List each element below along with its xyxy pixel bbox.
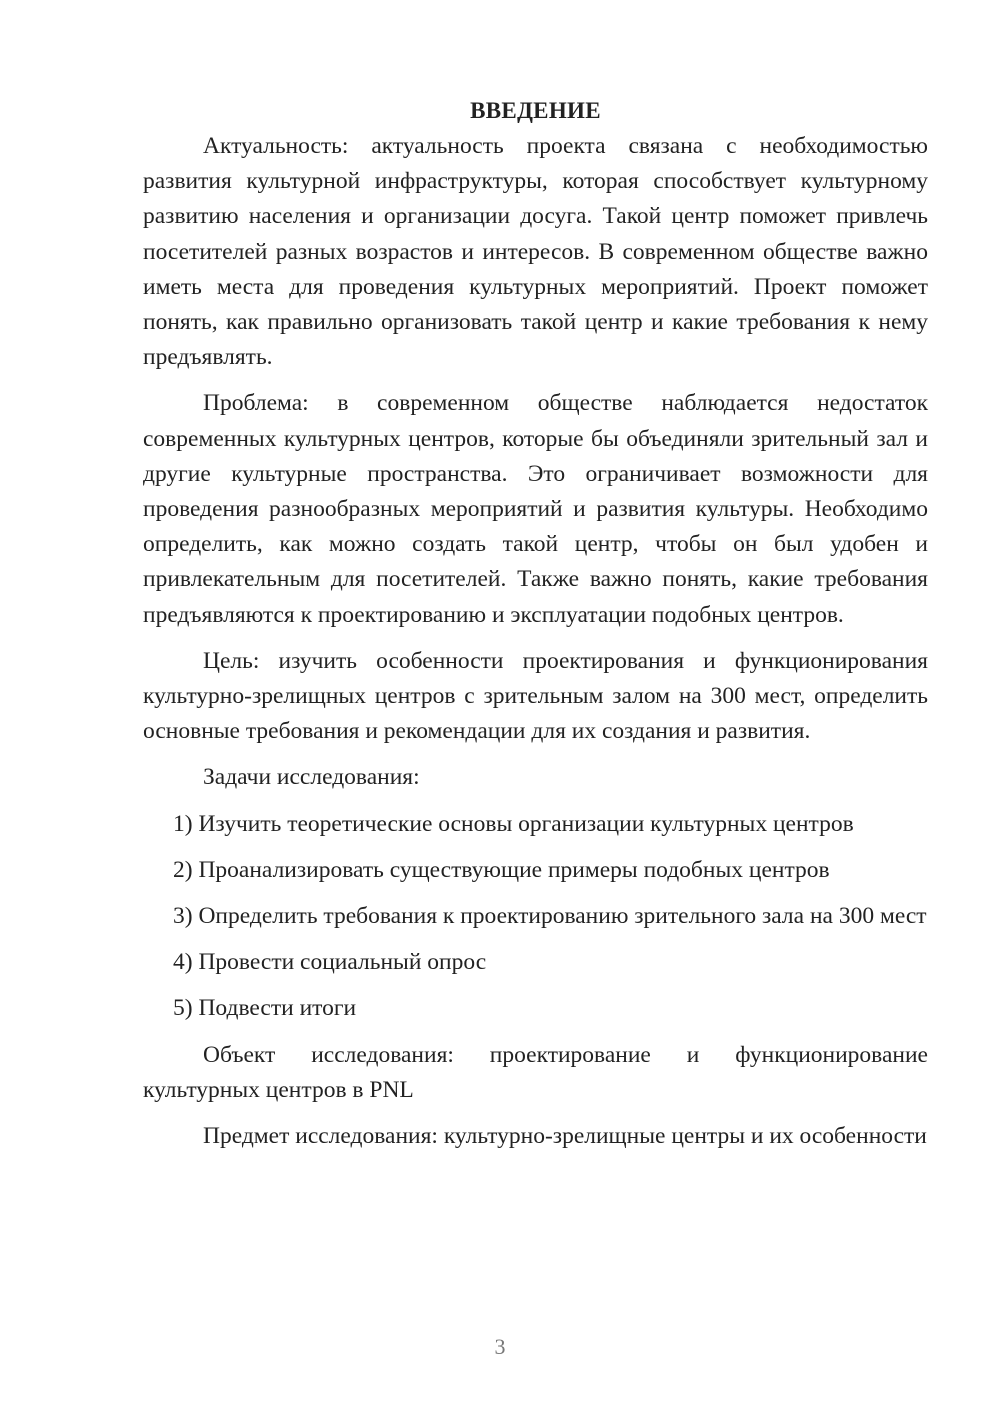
paragraph-subject: Предмет исследования: культурно-зрелищные центры и их особенности — [203, 1123, 927, 1150]
page-number: 3 — [494, 1334, 506, 1359]
task-item-4: 4) Провести социальный опрос — [173, 949, 487, 976]
paragraph-problem: Проблема: в современном обществе наблюдается недостаток современных культурных центров, которые бы объединяли зрительный зал и другие культурные пространства. Это ограничивает возможности для проведения разнообразных мероприятий и развития культуры. Необходимо определить, как можно создать такой центр, чтобы он был удобен и привлекательным для посетителей. Также важно понять, какие требования предъявляются к проектированию и эксплуатации подобных центров. — [143, 390, 928, 628]
page-content — [143, 93, 928, 1154]
section-heading: ВВЕДЕНИЕ — [470, 98, 601, 123]
paragraph-relevance: Актуальность: актуальность проекта связана с необходимостью развития культурной инфраструктуры, которая способствует культурному развитию населения и организации досуга. Такой центр поможет привлечь посетителей разных возрастов и интересов. В современном обществе важно иметь места для проведения культурных мероприятий. Проект поможет понять, как правильно организовать такой центр и какие требования к нему предъявлять. — [143, 133, 928, 371]
tasks-title: Задачи исследования: — [203, 764, 420, 791]
task-item-2: 2) Проанализировать существующие примеры подобных центров — [173, 856, 830, 883]
task-item-1: 1) Изучить теоретические основы организации культурных центров — [173, 810, 854, 837]
task-item-3: 3) Определить требования к проектированию зрительного зала на 300 мест — [173, 903, 927, 930]
paragraph-goal: Цель: изучить особенности проектирования и функционирования культурно-зрелищных центров с зрительным залом на 300 мест, определить основные требования и рекомендации для их создания и развития. — [143, 647, 928, 745]
task-item-5: 5) Подвести итоги — [173, 995, 357, 1022]
paragraph-object: Объект исследования: проектирование и функционирование культурных центров в PNL — [143, 1041, 928, 1103]
